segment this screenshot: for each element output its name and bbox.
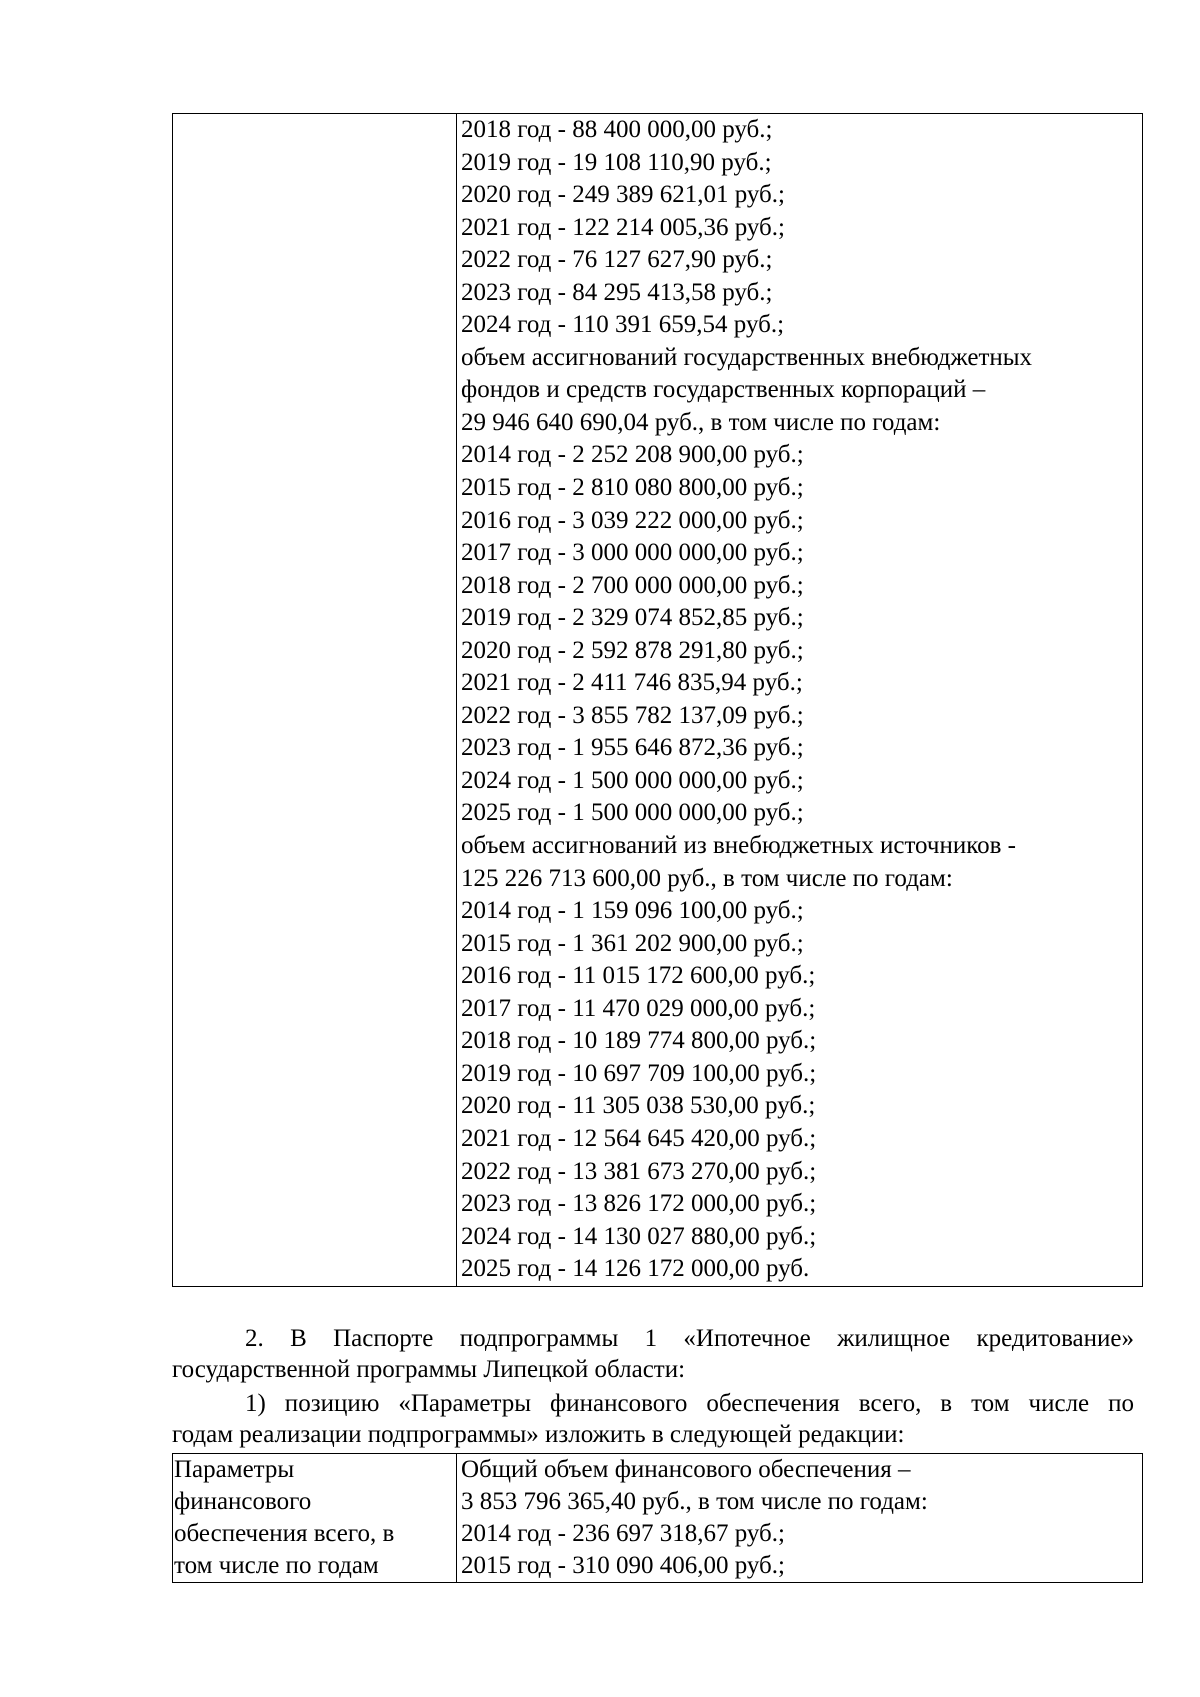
label-line: финансового xyxy=(174,1488,312,1515)
financing-line: 2015 год - 2 810 080 800,00 руб.; xyxy=(461,474,804,502)
financing-line: 2023 год - 1 955 646 872,36 руб.; xyxy=(461,734,804,762)
paragraph-line: 1) позицию «Параметры финансового обеспечения всего, в том числе по xyxy=(245,1390,1134,1417)
financing-line: 2014 год - 2 252 208 900,00 руб.; xyxy=(461,441,804,469)
table-row xyxy=(173,1454,1143,1583)
financing-line: 2014 год - 1 159 096 100,00 руб.; xyxy=(461,897,804,925)
label-line: Параметры xyxy=(174,1456,295,1483)
financing-line: объем ассигнований государственных внебюджетных xyxy=(461,343,1033,371)
financing-line: 2021 год - 12 564 645 420,00 руб.; xyxy=(461,1124,817,1152)
label-line: обеспечения всего, в xyxy=(174,1520,395,1547)
financing-parameters-table xyxy=(172,1453,1143,1583)
financing-line: 2019 год - 19 108 110,90 руб.; xyxy=(461,148,772,176)
paragraph-line: годам реализации подпрограммы» изложить в следующей редакции: xyxy=(172,1421,905,1448)
financing-line: 2025 год - 1 500 000 000,00 руб.; xyxy=(461,799,804,827)
table-row xyxy=(173,114,1143,1287)
label-line: том числе по годам xyxy=(174,1552,379,1579)
financing-line: 2015 год - 1 361 202 900,00 руб.; xyxy=(461,929,804,957)
value-line: Общий объем финансового обеспечения – xyxy=(461,1456,911,1483)
paragraph-passport-subprogram xyxy=(172,1323,1134,1385)
financing-line: объем ассигнований из внебюджетных источников - xyxy=(461,832,1016,860)
financing-table-continued xyxy=(172,113,1143,1287)
financing-line: 2016 год - 3 039 222 000,00 руб.; xyxy=(461,506,804,534)
financing-line: 2021 год - 122 214 005,36 руб.; xyxy=(461,213,785,241)
paragraph-line: 2. В Паспорте подпрограммы 1 «Ипотечное жилищное кредитование» xyxy=(245,1325,1134,1352)
paragraph-position-parameters xyxy=(172,1388,1134,1450)
financing-line: 2025 год - 14 126 172 000,00 руб. xyxy=(461,1255,810,1283)
financing-line: 2022 год - 13 381 673 270,00 руб.; xyxy=(461,1157,817,1185)
financing-line: 29 946 640 690,04 руб., в том числе по годам: xyxy=(461,408,941,436)
financing-line: 2019 год - 2 329 074 852,85 руб.; xyxy=(461,604,804,632)
financing-line: 2018 год - 10 189 774 800,00 руб.; xyxy=(461,1027,817,1055)
financing-line: 2017 год - 3 000 000 000,00 руб.; xyxy=(461,539,804,567)
financing-line: 2024 год - 1 500 000 000,00 руб.; xyxy=(461,766,804,794)
financing-line: 2020 год - 11 305 038 530,00 руб.; xyxy=(461,1092,816,1120)
financing-details-cell xyxy=(457,114,1143,1287)
parameters-value-cell xyxy=(457,1454,1143,1583)
financing-line: 2023 год - 13 826 172 000,00 руб.; xyxy=(461,1190,817,1218)
financing-line: фондов и средств государственных корпораций – xyxy=(461,376,986,404)
financing-line: 2024 год - 14 130 027 880,00 руб.; xyxy=(461,1222,817,1250)
empty-left-cell xyxy=(173,114,457,1287)
financing-line: 125 226 713 600,00 руб., в том числе по годам: xyxy=(461,864,953,892)
financing-line: 2020 год - 249 389 621,01 руб.; xyxy=(461,181,785,209)
financing-line: 2022 год - 76 127 627,90 руб.; xyxy=(461,246,773,274)
financing-line: 2018 год - 2 700 000 000,00 руб.; xyxy=(461,571,804,599)
financing-line: 2023 год - 84 295 413,58 руб.; xyxy=(461,278,773,306)
financing-line: 2018 год - 88 400 000,00 руб.; xyxy=(461,116,773,143)
value-line: 3 853 796 365,40 руб., в том числе по годам: xyxy=(461,1488,928,1515)
financing-line: 2021 год - 2 411 746 835,94 руб.; xyxy=(461,669,803,697)
financing-line: 2020 год - 2 592 878 291,80 руб.; xyxy=(461,636,804,664)
paragraph-line: государственной программы Липецкой области: xyxy=(172,1356,686,1383)
financing-line: 2022 год - 3 855 782 137,09 руб.; xyxy=(461,701,804,729)
parameters-label-cell xyxy=(173,1454,457,1583)
financing-line: 2017 год - 11 470 029 000,00 руб.; xyxy=(461,994,816,1022)
financing-line: 2019 год - 10 697 709 100,00 руб.; xyxy=(461,1059,817,1087)
financing-line: 2016 год - 11 015 172 600,00 руб.; xyxy=(461,962,816,990)
financing-line: 2024 год - 110 391 659,54 руб.; xyxy=(461,311,785,339)
value-line: 2015 год - 310 090 406,00 руб.; xyxy=(461,1552,785,1579)
value-line: 2014 год - 236 697 318,67 руб.; xyxy=(461,1520,785,1547)
